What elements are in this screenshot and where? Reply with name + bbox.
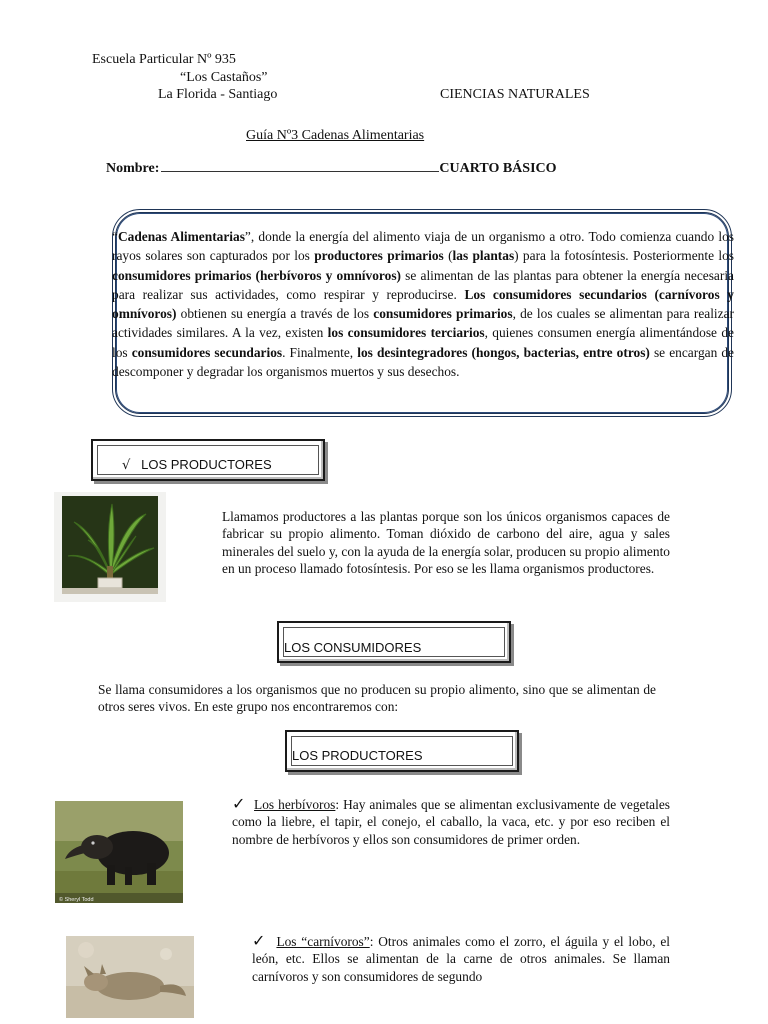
subject-label: CIENCIAS NATURALES	[440, 87, 590, 102]
carnivoros-term: Los “carnívoros”	[276, 934, 370, 949]
checkmark-icon: ✓	[252, 931, 267, 950]
school-name: Escuela Particular Nº 935	[92, 52, 236, 67]
name-field[interactable]	[161, 170, 439, 172]
herbivoros-item: ✓ Los herbívoros: Hay animales que se alimentan exclusivamente de vegetales como la liebre, el tapir, el conejo, el caballo, la vaca, etc. y por eso reciben el nombre de herbívoros y ellos son consumidores de primer orden.	[232, 794, 670, 847]
school-location: La Florida - Santiago	[158, 87, 278, 102]
check-icon: √	[122, 458, 131, 473]
fox-image	[66, 936, 194, 1018]
section-productores-title: √ LOS PRODUCTORES	[122, 457, 272, 473]
name-label: Nombre:	[106, 161, 160, 176]
productores-paragraph: Llamamos productores a las plantas porque son los únicos organismos capaces de fabricar su propio alimento. Toman dióxido de carbono del aire, agua y sales minerales del suelo y, con la ayuda de la energía solar, producen su propio alimento en un proceso llamado fotosíntesis. Por eso se les llama organismos productores.	[222, 509, 670, 577]
intro-paragraph: “Cadenas Alimentarias”, donde la energía del alimento viaja de un organismo a otro. Todo comienza cuando los rayos solares son capturados por los productores primarios (las plantas) para la fotosíntesis. Posteriormente los consumidores primarios (herbívoros y omnívoros) se alimentan de las plantas para obtener la energía necesaria para realizar sus actividades, como respirar y reproducirse. Los consumidores secundarios (carnívoros y omnívoros) obtienen su energía a través de los consumidores primarios, de los cuales se alimentan para realizar actividades similares. A la vez, existen los consumidores terciarios, quienes consumen energía alimentándose de los consumidores secundarios. Finalmente, los desintegradores (hongos, bacterias, entre otros) se encargan de descomponer y degradar los organismos muertos y sus desechos.	[112, 229, 734, 380]
section-productores2-title: LOS PRODUCTORES	[292, 748, 423, 763]
image-credit: © Sheryl Todd	[59, 897, 94, 903]
tapir-image	[55, 801, 183, 903]
section-consumidores-title: LOS CONSUMIDORES	[284, 640, 422, 655]
name-row	[106, 161, 557, 177]
checkmark-icon: ✓	[232, 794, 247, 813]
banana-plant-image	[54, 492, 166, 602]
carnivoros-item: ✓ Los “carnívoros”: Otros animales como el zorro, el águila y el lobo, el león, etc. Ellos se alimentan de la carne de otros animales. Se llaman carnívoros y son consumidores de segundo	[252, 931, 671, 984]
school-subtitle: “Los Castaños”	[180, 70, 268, 85]
herbivoros-term: Los herbívoros	[254, 797, 336, 812]
consumidores-paragraph: Se llama consumidores a los organismos que no producen su propio alimento, sino que se alimentan de otros seres vivos. En este grupo nos encontraremos con:	[98, 682, 656, 715]
guide-title: Guía Nº3 Cadenas Alimentarias	[246, 128, 425, 143]
grade-label: CUARTO BÁSICO	[439, 161, 557, 176]
